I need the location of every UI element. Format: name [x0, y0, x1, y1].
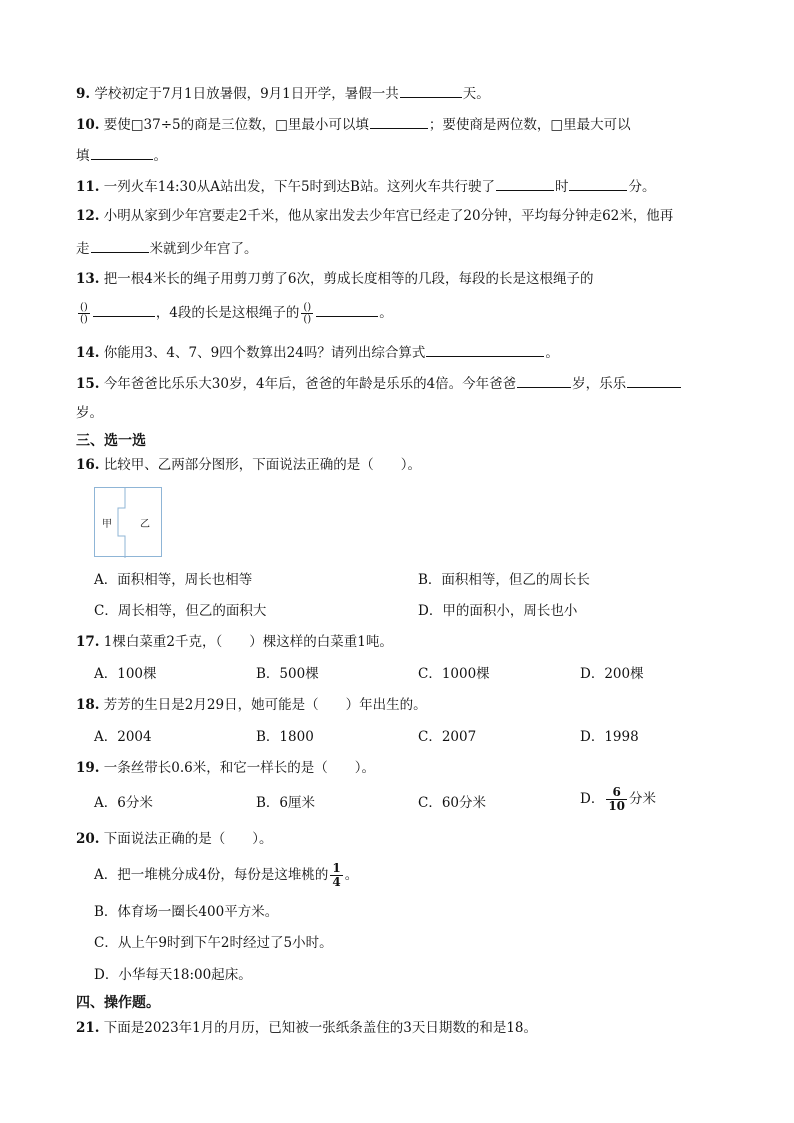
section-heading: 三、选一选	[76, 433, 146, 449]
option-d[interactable]: D．甲的面积小，周长也小	[418, 603, 578, 619]
question-13-cont	[76, 302, 393, 325]
question-12	[76, 207, 673, 225]
answer-blank[interactable]	[627, 373, 681, 388]
question-11	[76, 176, 655, 196]
question-10	[76, 114, 631, 134]
question-18	[76, 696, 427, 714]
fraction-blank[interactable]: $\frac{()}{()}$	[303, 302, 312, 325]
fraction: $\frac{6}{10}$	[608, 785, 626, 813]
question-text: 天。	[462, 86, 490, 102]
answer-blank[interactable]	[91, 238, 149, 253]
option-d-label: D．	[580, 791, 605, 807]
question-text: ；要使商是两位数，□里最大可以	[428, 117, 631, 133]
option-a-end: 。	[344, 867, 359, 883]
question-text: 。	[379, 305, 393, 321]
question-text: 要使□37÷5的商是三位数，□里最小可以填	[103, 117, 369, 133]
question-text: 你能用3、4、7、9四个数算出24吗？请列出综合算式	[103, 345, 426, 361]
question-text: 米就到少年宫了。	[149, 241, 258, 257]
question-text: 下面是2023年1月的月历，已知被一张纸条盖住的3天日期数的和是18。	[103, 1020, 538, 1036]
option-a[interactable]: A．面积相等，周长也相等	[94, 572, 253, 588]
question-number: 16.	[76, 457, 100, 473]
question-text: 1棵白菜重2千克，（ ）棵这样的白菜重1吨。	[103, 634, 393, 650]
option-b[interactable]: B．500棵	[256, 666, 319, 682]
question-text: 。	[545, 345, 559, 361]
option-b[interactable]: B．体育场一圈长400平方米。	[94, 904, 279, 920]
option-a-text: A．把一堆桃分成4份，每份是这堆桃的	[94, 867, 329, 883]
question-text: 一列火车14:30从A站出发，下午5时到达B站。这列火车共行驶了	[103, 179, 495, 195]
answer-blank[interactable]	[93, 302, 155, 317]
section-heading: 四、操作题。	[76, 995, 160, 1011]
answer-blank[interactable]	[370, 114, 428, 129]
question-text: 岁，乐乐	[572, 376, 627, 392]
option-c[interactable]: C．1000棵	[418, 666, 490, 682]
question-text: 比较甲、乙两部分图形，下面说法正确的是（ ）。	[103, 457, 422, 473]
question-number: 18.	[76, 697, 100, 713]
question-21	[76, 1019, 537, 1037]
answer-blank[interactable]	[517, 373, 571, 388]
question-text: 岁。	[76, 405, 103, 421]
question-number: 12.	[76, 208, 100, 224]
question-14	[76, 342, 559, 362]
option-d[interactable]: D．1998	[580, 729, 639, 745]
option-c[interactable]: C．从上午9时到下午2时经过了5小时。	[94, 935, 333, 951]
fraction-blank[interactable]: $\frac{()}{()}$	[80, 302, 88, 325]
question-number: 19.	[76, 760, 100, 776]
question-16	[76, 456, 421, 474]
question-text: 学校初定于7月1日放暑假，9月1日开学，暑假一共	[94, 86, 399, 102]
question-text: 走	[76, 241, 90, 257]
question-number: 20.	[76, 831, 100, 847]
option-c[interactable]: C．周长相等，但乙的面积大	[94, 603, 267, 619]
option-b[interactable]: B．6厘米	[256, 795, 316, 811]
answer-blank[interactable]	[426, 342, 544, 357]
shape-figure	[94, 487, 162, 557]
question-17	[76, 633, 393, 651]
question-number: 14.	[76, 345, 100, 361]
question-text: 今年爸爸比乐乐大30岁，4年后，爸爸的年龄是乐乐的4倍。今年爸爸	[103, 376, 517, 392]
option-b[interactable]: B．面积相等，但乙的周长长	[418, 572, 590, 588]
question-text: ，4段的长是这根绳子的	[155, 305, 300, 321]
option-a[interactable]: A．100棵	[94, 666, 157, 682]
question-text: 芳芳的生日是2月29日，她可能是（ ）年出生的。	[103, 697, 427, 713]
option-a[interactable]	[94, 862, 358, 889]
answer-blank[interactable]	[400, 83, 462, 98]
question-12-cont	[76, 238, 258, 258]
question-13	[76, 270, 593, 288]
option-d[interactable]: D．小华每天18:00起床。	[94, 967, 252, 983]
question-text: 分。	[628, 179, 656, 195]
answer-blank[interactable]	[316, 302, 378, 317]
question-19	[76, 759, 375, 777]
question-text: 填	[76, 148, 90, 164]
question-text: 时	[554, 179, 569, 195]
question-number: 9.	[76, 86, 91, 102]
question-number: 21.	[76, 1020, 100, 1036]
answer-blank[interactable]	[496, 176, 554, 191]
option-b[interactable]: B．1800	[256, 729, 314, 745]
question-number: 15.	[76, 376, 100, 392]
label-yi: 乙	[140, 519, 150, 530]
label-jia: 甲	[102, 519, 112, 530]
answer-blank[interactable]	[91, 145, 153, 160]
question-text: 一条丝带长0.6米，和它一样长的是（ ）。	[103, 760, 376, 776]
option-d-unit: 分米	[629, 791, 657, 807]
option-d[interactable]	[580, 786, 656, 813]
question-20	[76, 830, 273, 848]
question-15-cont	[76, 404, 103, 422]
question-number: 13.	[76, 271, 100, 287]
question-15	[76, 373, 682, 393]
question-text: 下面说法正确的是（ ）。	[103, 831, 273, 847]
question-10-cont	[76, 145, 167, 165]
answer-blank[interactable]	[569, 176, 627, 191]
option-c[interactable]: C．60分米	[418, 795, 487, 811]
question-text: 小明从家到少年宫要走2千米，他从家出发去少年宫已经走了20分钟，平均每分钟走62米，他再	[103, 208, 674, 224]
question-text: 把一根4米长的绳子用剪刀剪了6次，剪成长度相等的几段，每段的长是这根绳子的	[103, 271, 594, 287]
question-number: 11.	[76, 179, 100, 195]
question-text: 。	[153, 148, 167, 164]
question-number: 17.	[76, 634, 100, 650]
question-number: 10.	[76, 117, 100, 133]
option-d[interactable]: D．200棵	[580, 666, 644, 682]
option-a[interactable]: A．6分米	[94, 795, 153, 811]
option-c[interactable]: C．2007	[418, 729, 477, 745]
option-a[interactable]: A．2004	[94, 729, 152, 745]
question-9	[76, 83, 490, 103]
fraction: $\frac{1}{4}$	[332, 861, 341, 889]
